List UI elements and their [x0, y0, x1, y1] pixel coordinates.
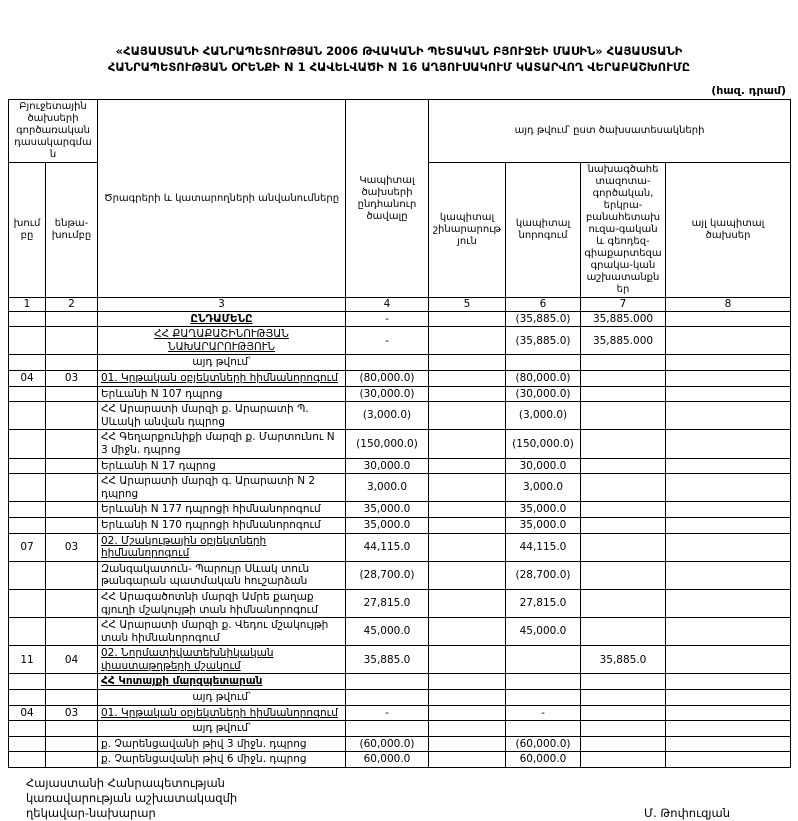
- column-number: 8: [666, 298, 791, 312]
- other-value-cell: [666, 721, 791, 737]
- other-value-cell: [666, 474, 791, 502]
- construction-value-cell: [429, 705, 506, 721]
- other-value-cell: [666, 355, 791, 371]
- table-row: [9, 327, 791, 355]
- subgroup-cell: [46, 311, 98, 327]
- design-value-cell: 35,885.000: [581, 327, 666, 355]
- program-name-cell: այդ թվում՝: [98, 721, 346, 737]
- table-row: [9, 430, 791, 458]
- header-func-class-group: Բյուջետային ծախսերի գործառական դասակարգման: [9, 100, 98, 163]
- design-value-cell: [581, 386, 666, 402]
- construction-value-cell: [429, 355, 506, 371]
- other-value-cell: [666, 690, 791, 706]
- renovation-value-cell: 27,815.0: [506, 589, 581, 617]
- other-value-cell: [666, 646, 791, 674]
- header-col-renovation: կապիտալ նորոգում: [506, 163, 581, 298]
- total-value-cell: [346, 355, 429, 371]
- other-value-cell: [666, 311, 791, 327]
- unit-note: (հազ. դրամ): [711, 84, 786, 98]
- column-number: 7: [581, 298, 666, 312]
- table-row: [9, 646, 791, 674]
- renovation-value-cell: (35,885.0): [506, 327, 581, 355]
- total-value-cell: 45,000.0: [346, 618, 429, 646]
- subgroup-cell: [46, 618, 98, 646]
- table-row: [9, 402, 791, 430]
- program-name-cell: այդ թվում՝: [98, 690, 346, 706]
- subgroup-cell: [46, 430, 98, 458]
- table-row: [9, 458, 791, 474]
- design-value-cell: [581, 458, 666, 474]
- renovation-value-cell: 3,000.0: [506, 474, 581, 502]
- table-row: [9, 589, 791, 617]
- renovation-value-cell: (150,000.0): [506, 430, 581, 458]
- signatory-line-1: Հայաստանի Հանրապետության: [26, 776, 225, 791]
- design-value-cell: [581, 674, 666, 690]
- construction-value-cell: [429, 371, 506, 387]
- other-value-cell: [666, 502, 791, 518]
- title-line-1: «ՀԱՅԱՍՏԱՆԻ ՀԱՆՐԱՊԵՏՈՒԹՅԱՆ 2006 ԹՎԱԿԱՆԻ ՊԵՏԱԿԱՆ ԲՅՈՒՋԵԻ ՄԱՍԻՆ» ՀԱՅԱՍՏԱՆԻ: [115, 44, 683, 58]
- other-value-cell: [666, 458, 791, 474]
- column-number: 5: [429, 298, 506, 312]
- subgroup-cell: [46, 589, 98, 617]
- design-value-cell: [581, 705, 666, 721]
- program-name-cell: ՀՀ Արարատի մարզի ք. Վեդու մշակույթի տան հիմնանորոգում: [98, 618, 346, 646]
- renovation-value-cell: (3,000.0): [506, 402, 581, 430]
- program-name-cell: 01. Կրթական օբյեկտների հիմնանորոգում: [98, 705, 346, 721]
- construction-value-cell: [429, 752, 506, 768]
- total-value-cell: (150,000.0): [346, 430, 429, 458]
- table-row: [9, 386, 791, 402]
- total-value-cell: [346, 690, 429, 706]
- document-title: [8, 44, 790, 75]
- table-row: [9, 474, 791, 502]
- construction-value-cell: [429, 646, 506, 674]
- total-value-cell: (3,000.0): [346, 402, 429, 430]
- design-value-cell: [581, 736, 666, 752]
- header-col-design: նախագծահետազոտա-գործական, երկրա-բանահետախուզա-գական և գեոդեզ-գիաքարտեզագրակա-կան աշխատանքներ: [581, 163, 666, 298]
- program-name-cell: ՀՀ Արարատի մարզի ք. Արարատի Պ. Սևակի անվան դպրոց: [98, 402, 346, 430]
- table-row: [9, 502, 791, 518]
- program-name-cell: ՀՀ Գեղարքունիքի մարզի ք. Մարտունու N 3 միջն. դպրոց: [98, 430, 346, 458]
- group-cell: [9, 589, 46, 617]
- program-name-cell: Զանգակատուն- Պարույր Սևակ տուն թանգարան պատմական հուշարձան: [98, 561, 346, 589]
- header-col-other: այլ կապիտալ ծախսեր: [666, 163, 791, 298]
- design-value-cell: [581, 589, 666, 617]
- total-value-cell: [346, 674, 429, 690]
- renovation-value-cell: -: [506, 705, 581, 721]
- group-cell: 04: [9, 371, 46, 387]
- table-row: [9, 561, 791, 589]
- total-value-cell: (30,000.0): [346, 386, 429, 402]
- subgroup-cell: [46, 517, 98, 533]
- subgroup-cell: [46, 355, 98, 371]
- signatory-line-2: կառավարության աշխատակազմի: [26, 790, 238, 805]
- other-value-cell: [666, 533, 791, 561]
- renovation-value-cell: [506, 646, 581, 674]
- column-number: 6: [506, 298, 581, 312]
- group-cell: [9, 311, 46, 327]
- signature-name: Մ. Թոփուզյան: [644, 805, 730, 820]
- program-name-cell: 02. Նորմատիվատեխնիկական փաստաթղթերի մշակում: [98, 646, 346, 674]
- total-value-cell: (60,000.0): [346, 736, 429, 752]
- other-value-cell: [666, 674, 791, 690]
- total-value-cell: 3,000.0: [346, 474, 429, 502]
- header-col-names: Ծրագրերի և կատարողների անվանումները: [98, 100, 346, 298]
- other-value-cell: [666, 752, 791, 768]
- design-value-cell: [581, 371, 666, 387]
- group-cell: [9, 474, 46, 502]
- renovation-value-cell: 35,000.0: [506, 517, 581, 533]
- construction-value-cell: [429, 430, 506, 458]
- renovation-value-cell: (80,000.0): [506, 371, 581, 387]
- subgroup-cell: 03: [46, 533, 98, 561]
- subgroup-cell: 03: [46, 705, 98, 721]
- group-cell: [9, 502, 46, 518]
- total-value-cell: 35,000.0: [346, 502, 429, 518]
- table-row: [9, 533, 791, 561]
- subgroup-cell: [46, 474, 98, 502]
- header-by-type-group: այդ թվում՝ ըստ ծախսատեսակների: [429, 100, 791, 163]
- group-cell: [9, 386, 46, 402]
- group-cell: [9, 752, 46, 768]
- construction-value-cell: [429, 533, 506, 561]
- renovation-value-cell: 44,115.0: [506, 533, 581, 561]
- table-row: [9, 736, 791, 752]
- construction-value-cell: [429, 402, 506, 430]
- other-value-cell: [666, 561, 791, 589]
- program-name-cell: ՀՀ Արարատի մարզի գ. Արարատի N 2 դպրոց: [98, 474, 346, 502]
- group-cell: [9, 402, 46, 430]
- construction-value-cell: [429, 474, 506, 502]
- header-col-subgroup: ենթա-խումբը: [46, 163, 98, 298]
- group-cell: 04: [9, 705, 46, 721]
- signatory-line-3: ղեկավար-նախարար: [26, 805, 156, 820]
- column-number: 1: [9, 298, 46, 312]
- renovation-value-cell: [506, 674, 581, 690]
- program-name-cell: Երևանի N 170 դպրոցի հիմնանորոգում: [98, 517, 346, 533]
- program-name-cell: Երևանի N 177 դպրոցի հիմնանորոգում: [98, 502, 346, 518]
- construction-value-cell: [429, 674, 506, 690]
- design-value-cell: [581, 402, 666, 430]
- design-value-cell: [581, 721, 666, 737]
- total-value-cell: 44,115.0: [346, 533, 429, 561]
- document-footer: [8, 768, 790, 821]
- renovation-value-cell: [506, 355, 581, 371]
- column-number: 2: [46, 298, 98, 312]
- group-cell: [9, 618, 46, 646]
- renovation-value-cell: 60,000.0: [506, 752, 581, 768]
- other-value-cell: [666, 705, 791, 721]
- group-cell: [9, 561, 46, 589]
- group-cell: [9, 355, 46, 371]
- design-value-cell: [581, 561, 666, 589]
- total-value-cell: (80,000.0): [346, 371, 429, 387]
- subgroup-cell: [46, 736, 98, 752]
- total-value-cell: (28,700.0): [346, 561, 429, 589]
- table-row: [9, 721, 791, 737]
- total-value-cell: -: [346, 311, 429, 327]
- design-value-cell: [581, 355, 666, 371]
- construction-value-cell: [429, 736, 506, 752]
- subgroup-cell: 03: [46, 371, 98, 387]
- program-name-cell: Երևանի N 107 դպրոց: [98, 386, 346, 402]
- table-row: [9, 311, 791, 327]
- renovation-value-cell: (28,700.0): [506, 561, 581, 589]
- construction-value-cell: [429, 690, 506, 706]
- other-value-cell: [666, 736, 791, 752]
- group-cell: [9, 327, 46, 355]
- other-value-cell: [666, 402, 791, 430]
- table-header: [9, 100, 791, 312]
- renovation-value-cell: 35,000.0: [506, 502, 581, 518]
- total-value-cell: -: [346, 327, 429, 355]
- group-cell: 07: [9, 533, 46, 561]
- program-name-cell: ՀՀ Արագածոտնի մարզի Ամրե քաղաք գյուղի մշակույթի տան հիմնանորոգում: [98, 589, 346, 617]
- other-value-cell: [666, 618, 791, 646]
- total-value-cell: 60,000.0: [346, 752, 429, 768]
- design-value-cell: 35,885.0: [581, 646, 666, 674]
- other-value-cell: [666, 327, 791, 355]
- design-value-cell: [581, 517, 666, 533]
- subgroup-cell: [46, 402, 98, 430]
- table-row: [9, 690, 791, 706]
- subgroup-cell: [46, 458, 98, 474]
- other-value-cell: [666, 386, 791, 402]
- table-row: [9, 705, 791, 721]
- total-value-cell: 27,815.0: [346, 589, 429, 617]
- column-number: 3: [98, 298, 346, 312]
- total-value-cell: -: [346, 705, 429, 721]
- table-row: [9, 674, 791, 690]
- header-col-construction: կապիտալ շինարարություն: [429, 163, 506, 298]
- subgroup-cell: [46, 690, 98, 706]
- construction-value-cell: [429, 618, 506, 646]
- program-name-cell: ՀՀ Կոտայքի մարզպետարան: [98, 674, 346, 690]
- other-value-cell: [666, 589, 791, 617]
- group-cell: [9, 690, 46, 706]
- group-cell: [9, 736, 46, 752]
- group-cell: [9, 517, 46, 533]
- program-name-cell: ք. Չարենցավանի թիվ 3 միջն. դպրոց: [98, 736, 346, 752]
- subgroup-cell: [46, 327, 98, 355]
- design-value-cell: [581, 533, 666, 561]
- construction-value-cell: [429, 458, 506, 474]
- renovation-value-cell: [506, 690, 581, 706]
- subgroup-cell: [46, 752, 98, 768]
- renovation-value-cell: (35,885.0): [506, 311, 581, 327]
- subgroup-cell: [46, 561, 98, 589]
- design-value-cell: [581, 430, 666, 458]
- program-name-cell: ՀՀ ՔԱՂԱՔԱՇԻՆՈՒԹՅԱՆ ՆԱԽԱՐԱՐՈՒԹՅՈՒՆ: [98, 327, 346, 355]
- subgroup-cell: [46, 674, 98, 690]
- construction-value-cell: [429, 721, 506, 737]
- group-cell: [9, 721, 46, 737]
- construction-value-cell: [429, 502, 506, 518]
- renovation-value-cell: (60,000.0): [506, 736, 581, 752]
- budget-table: [8, 99, 791, 768]
- program-name-cell: ք. Չարենցավանի թիվ 6 միջն. դպրոց: [98, 752, 346, 768]
- table-row: [9, 752, 791, 768]
- table-row: [9, 355, 791, 371]
- renovation-value-cell: 45,000.0: [506, 618, 581, 646]
- renovation-value-cell: [506, 721, 581, 737]
- renovation-value-cell: 30,000.0: [506, 458, 581, 474]
- signatory-title-block: [26, 776, 237, 821]
- group-cell: [9, 674, 46, 690]
- design-value-cell: [581, 502, 666, 518]
- construction-value-cell: [429, 386, 506, 402]
- design-value-cell: [581, 618, 666, 646]
- construction-value-cell: [429, 517, 506, 533]
- other-value-cell: [666, 517, 791, 533]
- construction-value-cell: [429, 561, 506, 589]
- title-line-2: ՀԱՆՐԱՊԵՏՈՒԹՅԱՆ ՕՐԵՆՔԻ N 1 ՀԱՎԵԼՎԱԾԻ N 16 ԱՂՅՈՒՍԱԿՈՒՄ ԿԱՏԱՐՎՈՂ ՎԵՐԱԲԱՇԽՈՒՄԸ: [107, 59, 691, 74]
- table-row: [9, 371, 791, 387]
- program-name-cell: այդ թվում՝: [98, 355, 346, 371]
- table-row: [9, 517, 791, 533]
- design-value-cell: 35,885.000: [581, 311, 666, 327]
- group-cell: [9, 430, 46, 458]
- subgroup-cell: [46, 721, 98, 737]
- subgroup-cell: [46, 502, 98, 518]
- header-col-total: Կապիտալ ծախսերի ընդհանուր ծավալը: [346, 100, 429, 298]
- other-value-cell: [666, 430, 791, 458]
- construction-value-cell: [429, 327, 506, 355]
- program-name-cell: 02. Մշակութային օբյեկտների հիմնանորոգում: [98, 533, 346, 561]
- table-row: [9, 618, 791, 646]
- total-value-cell: 30,000.0: [346, 458, 429, 474]
- column-number: 4: [346, 298, 429, 312]
- group-cell: 11: [9, 646, 46, 674]
- renovation-value-cell: (30,000.0): [506, 386, 581, 402]
- design-value-cell: [581, 690, 666, 706]
- program-name-cell: 01. Կրթական օբյեկտների հիմնանորոգում: [98, 371, 346, 387]
- program-name-cell: ԸՆԴԱՄԵՆԸ: [98, 311, 346, 327]
- subgroup-cell: [46, 386, 98, 402]
- header-col-group: խումբը: [9, 163, 46, 298]
- column-number-row: [9, 298, 791, 312]
- construction-value-cell: [429, 589, 506, 617]
- other-value-cell: [666, 371, 791, 387]
- total-value-cell: 35,000.0: [346, 517, 429, 533]
- total-value-cell: [346, 721, 429, 737]
- program-name-cell: Երևանի N 17 դպրոց: [98, 458, 346, 474]
- table-body: [9, 311, 791, 767]
- total-value-cell: 35,885.0: [346, 646, 429, 674]
- construction-value-cell: [429, 311, 506, 327]
- subgroup-cell: 04: [46, 646, 98, 674]
- design-value-cell: [581, 752, 666, 768]
- design-value-cell: [581, 474, 666, 502]
- group-cell: [9, 458, 46, 474]
